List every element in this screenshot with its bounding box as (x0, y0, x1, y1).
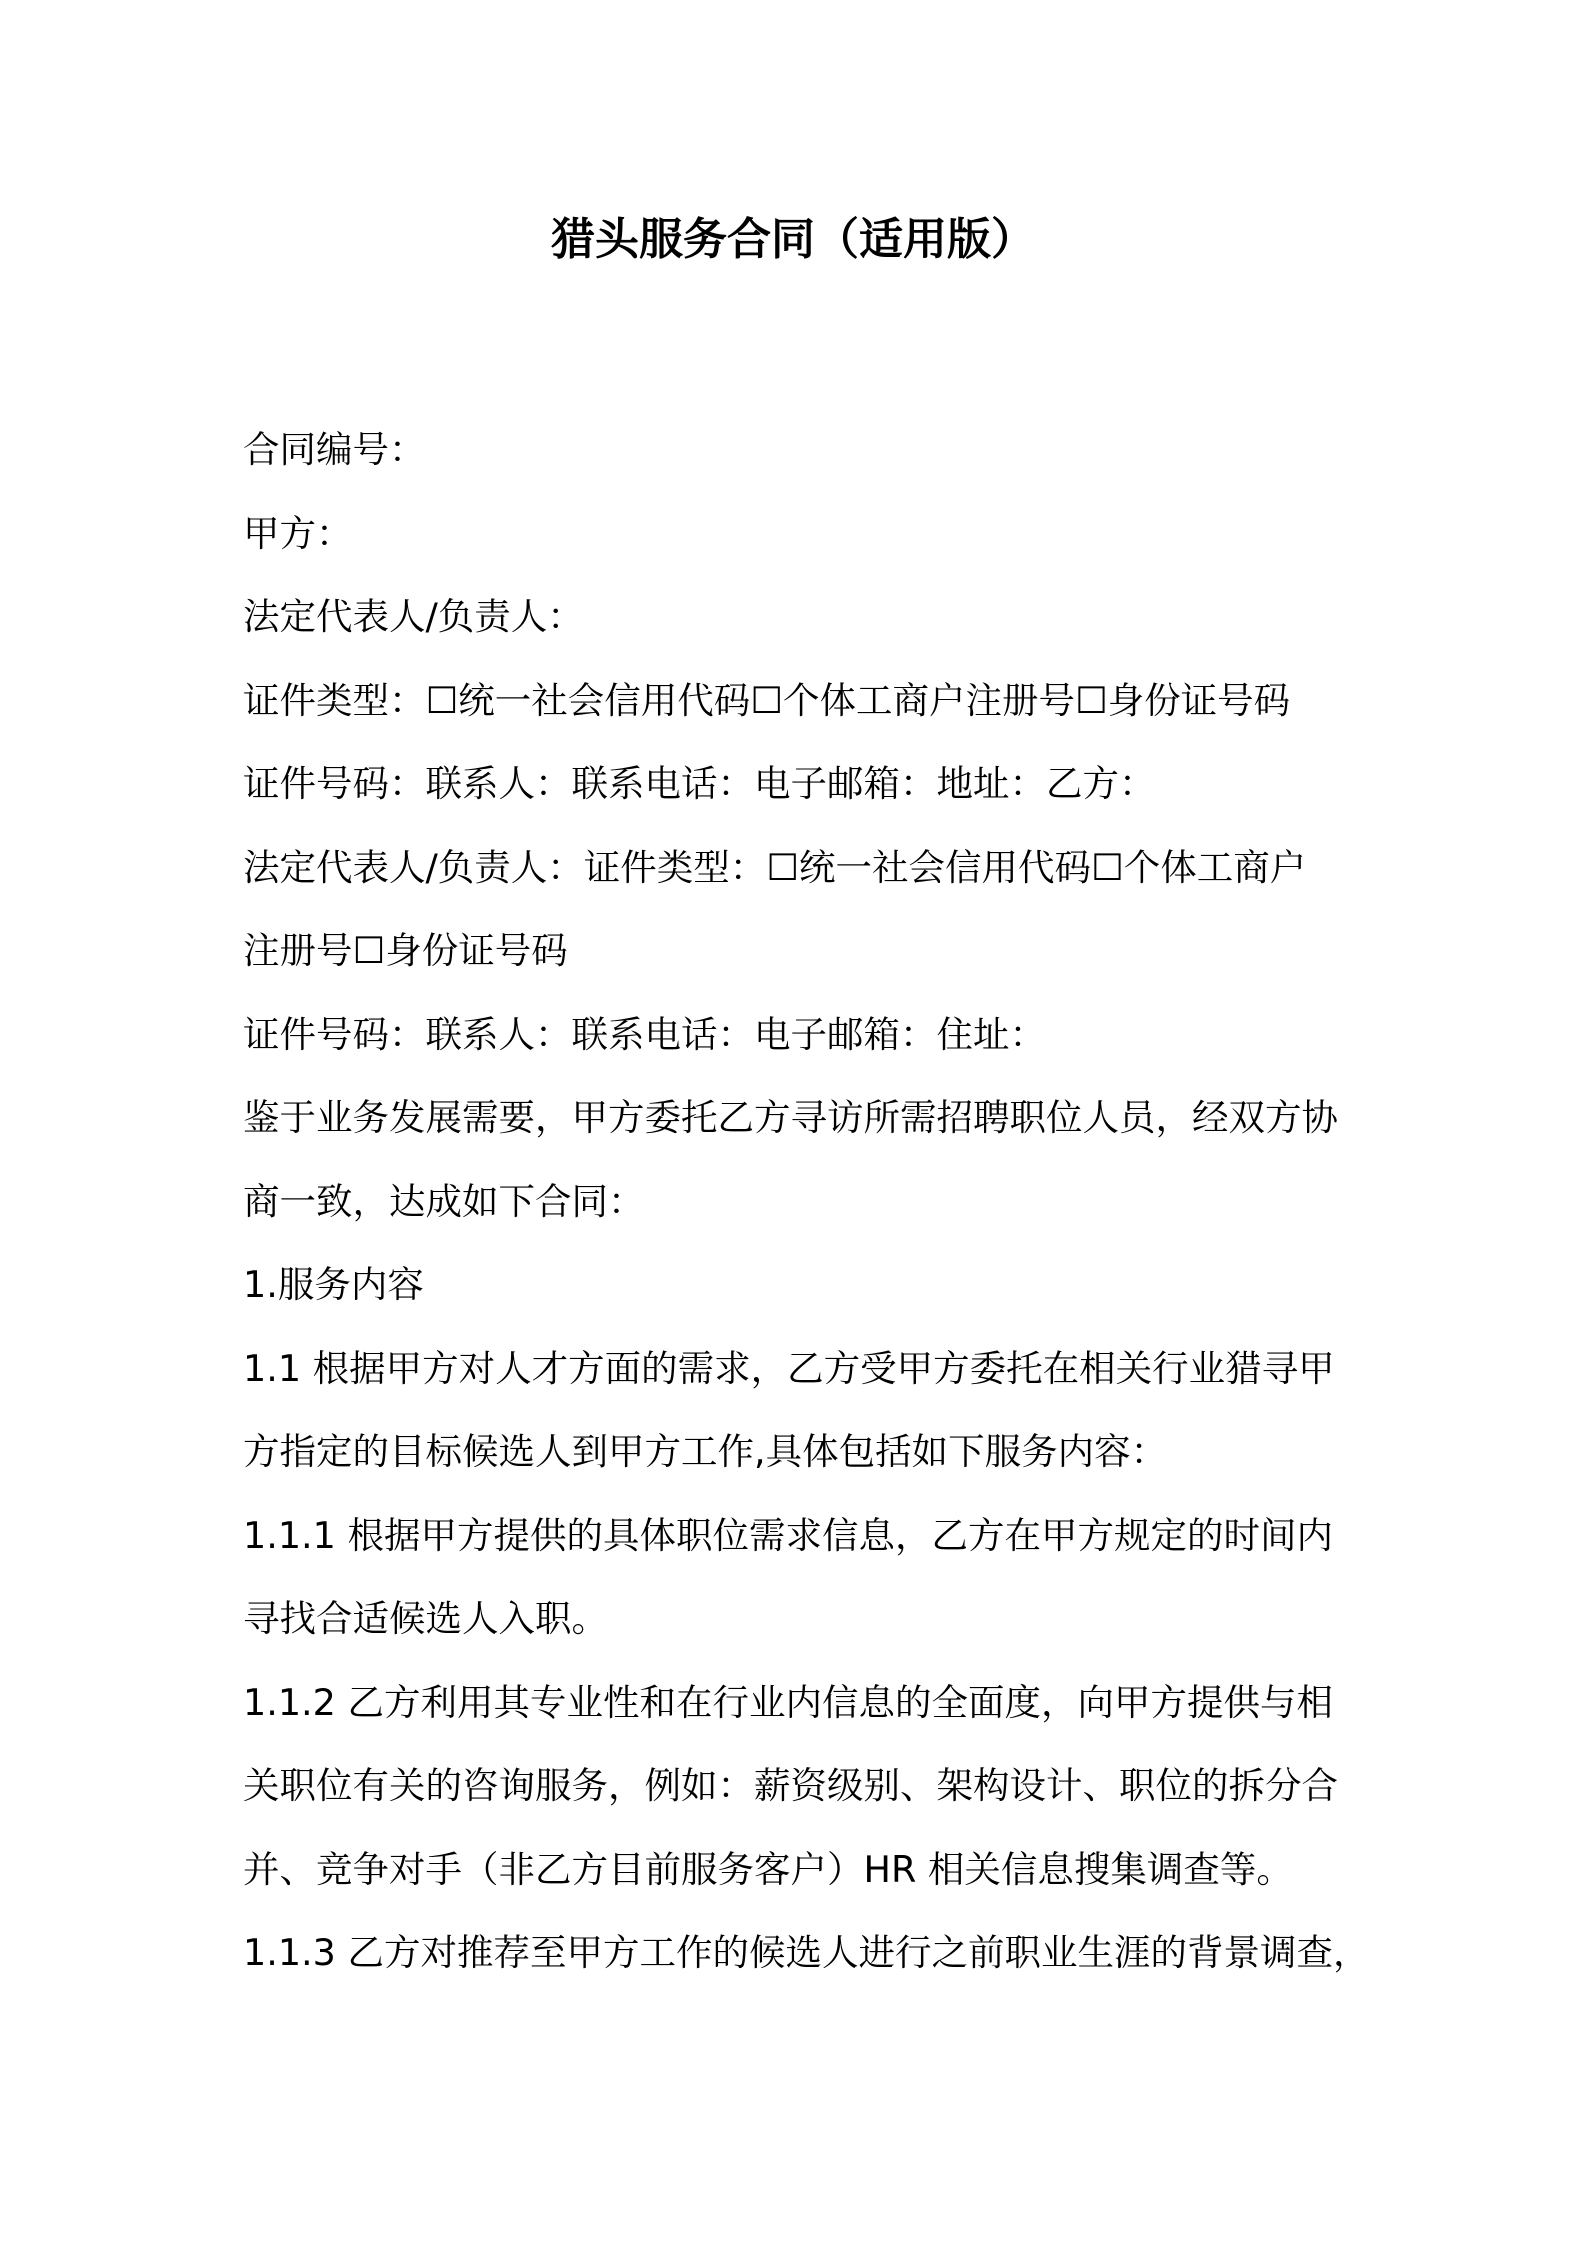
clause-line: 1.1.3 乙方对推荐至甲方工作的候选人进行之前职业生涯的背景调查， (243, 1931, 1370, 1974)
preamble-line: 鉴于业务发展需要，甲方委托乙方寻访所需招聘职位人员，经双方协 (243, 1096, 1338, 1139)
preamble-line: 商一致，达成如下合同： (243, 1179, 645, 1223)
party-b-representative-line: 法定代表人/负责人：证件类型：☐统一社会信用代码☐个体工商户 (243, 845, 1307, 889)
clause-line: 1.1.1 根据甲方提供的具体职位需求信息，乙方在甲方规定的时间内 (243, 1513, 1333, 1557)
clause-line: 关职位有关的咨询服务，例如：薪资级别、架构设计、职位的拆分合 (243, 1764, 1338, 1807)
document-body (243, 408, 1373, 1995)
clause-line: 1.1 根据甲方对人才方面的需求，乙方受甲方委托在相关行业猎寻甲 (243, 1346, 1335, 1390)
party-a-representative-line: 法定代表人/负责人： (243, 595, 584, 638)
clause-line: 寻找合适候选人入职。 (243, 1597, 608, 1640)
party-a-id-type-line: 证件类型：☐统一社会信用代码☐个体工商户注册号☐身份证号码 (243, 678, 1291, 722)
clause-line: 并、竞争对手（非乙方目前服务客户）HR 相关信息搜集调查等。 (243, 1847, 1293, 1891)
party-b-contact-line: 证件号码：联系人：联系电话：电子邮箱：住址： (243, 1012, 1046, 1056)
section-heading: 1.服务内容 (243, 1263, 424, 1306)
contract-number-line: 合同编号： (243, 428, 426, 471)
clause-line: 1.1.2 乙方利用其专业性和在行业内信息的全面度，向甲方提供与相 (243, 1680, 1333, 1724)
party-b-id-type-line: 注册号☐身份证号码 (243, 929, 568, 972)
party-a-contact-line: 证件号码：联系人：联系电话：电子邮箱：地址：乙方： (243, 762, 1156, 805)
party-a-line: 甲方： (243, 511, 353, 555)
document-title: 猎头服务合同（适用版） (551, 214, 1035, 265)
clause-line: 方指定的目标候选人到甲方工作,具体包括如下服务内容： (243, 1430, 1168, 1473)
